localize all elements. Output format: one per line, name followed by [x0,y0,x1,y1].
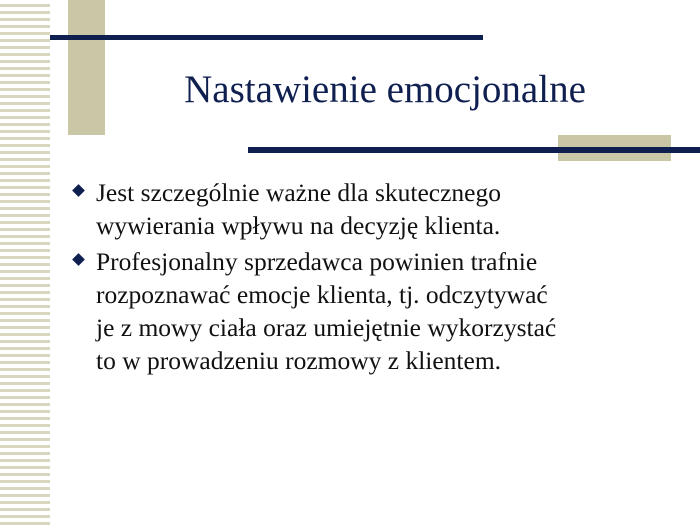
diamond-bullet-icon [72,184,85,197]
title-rule-top [50,35,483,40]
slide-title: Nastawienie emocjonalne [184,68,586,111]
diamond-bullet-icon [72,253,85,266]
bullet-line: Profesjonalny sprzedawca powinien trafnie [96,247,538,276]
bullet-line: rozpoznawać emocje klienta, tj. odczytywać [96,280,548,309]
bullet-line: to w prowadzeniu rozmowy z klientem. [96,346,502,375]
bullet-item [72,176,682,242]
left-stripe-band [0,0,50,525]
bullet-item [72,245,682,377]
bullet-list [72,176,682,380]
title-accent-block-left [68,0,105,135]
bullet-line: je z mowy ciała oraz umiejętnie wykorzystać [96,313,557,342]
title-rule-bottom [248,147,700,153]
bullet-line: wywierania wpływu na decyzję klienta. [96,211,501,240]
bullet-line: Jest szczególnie ważne dla skutecznego [96,178,501,207]
